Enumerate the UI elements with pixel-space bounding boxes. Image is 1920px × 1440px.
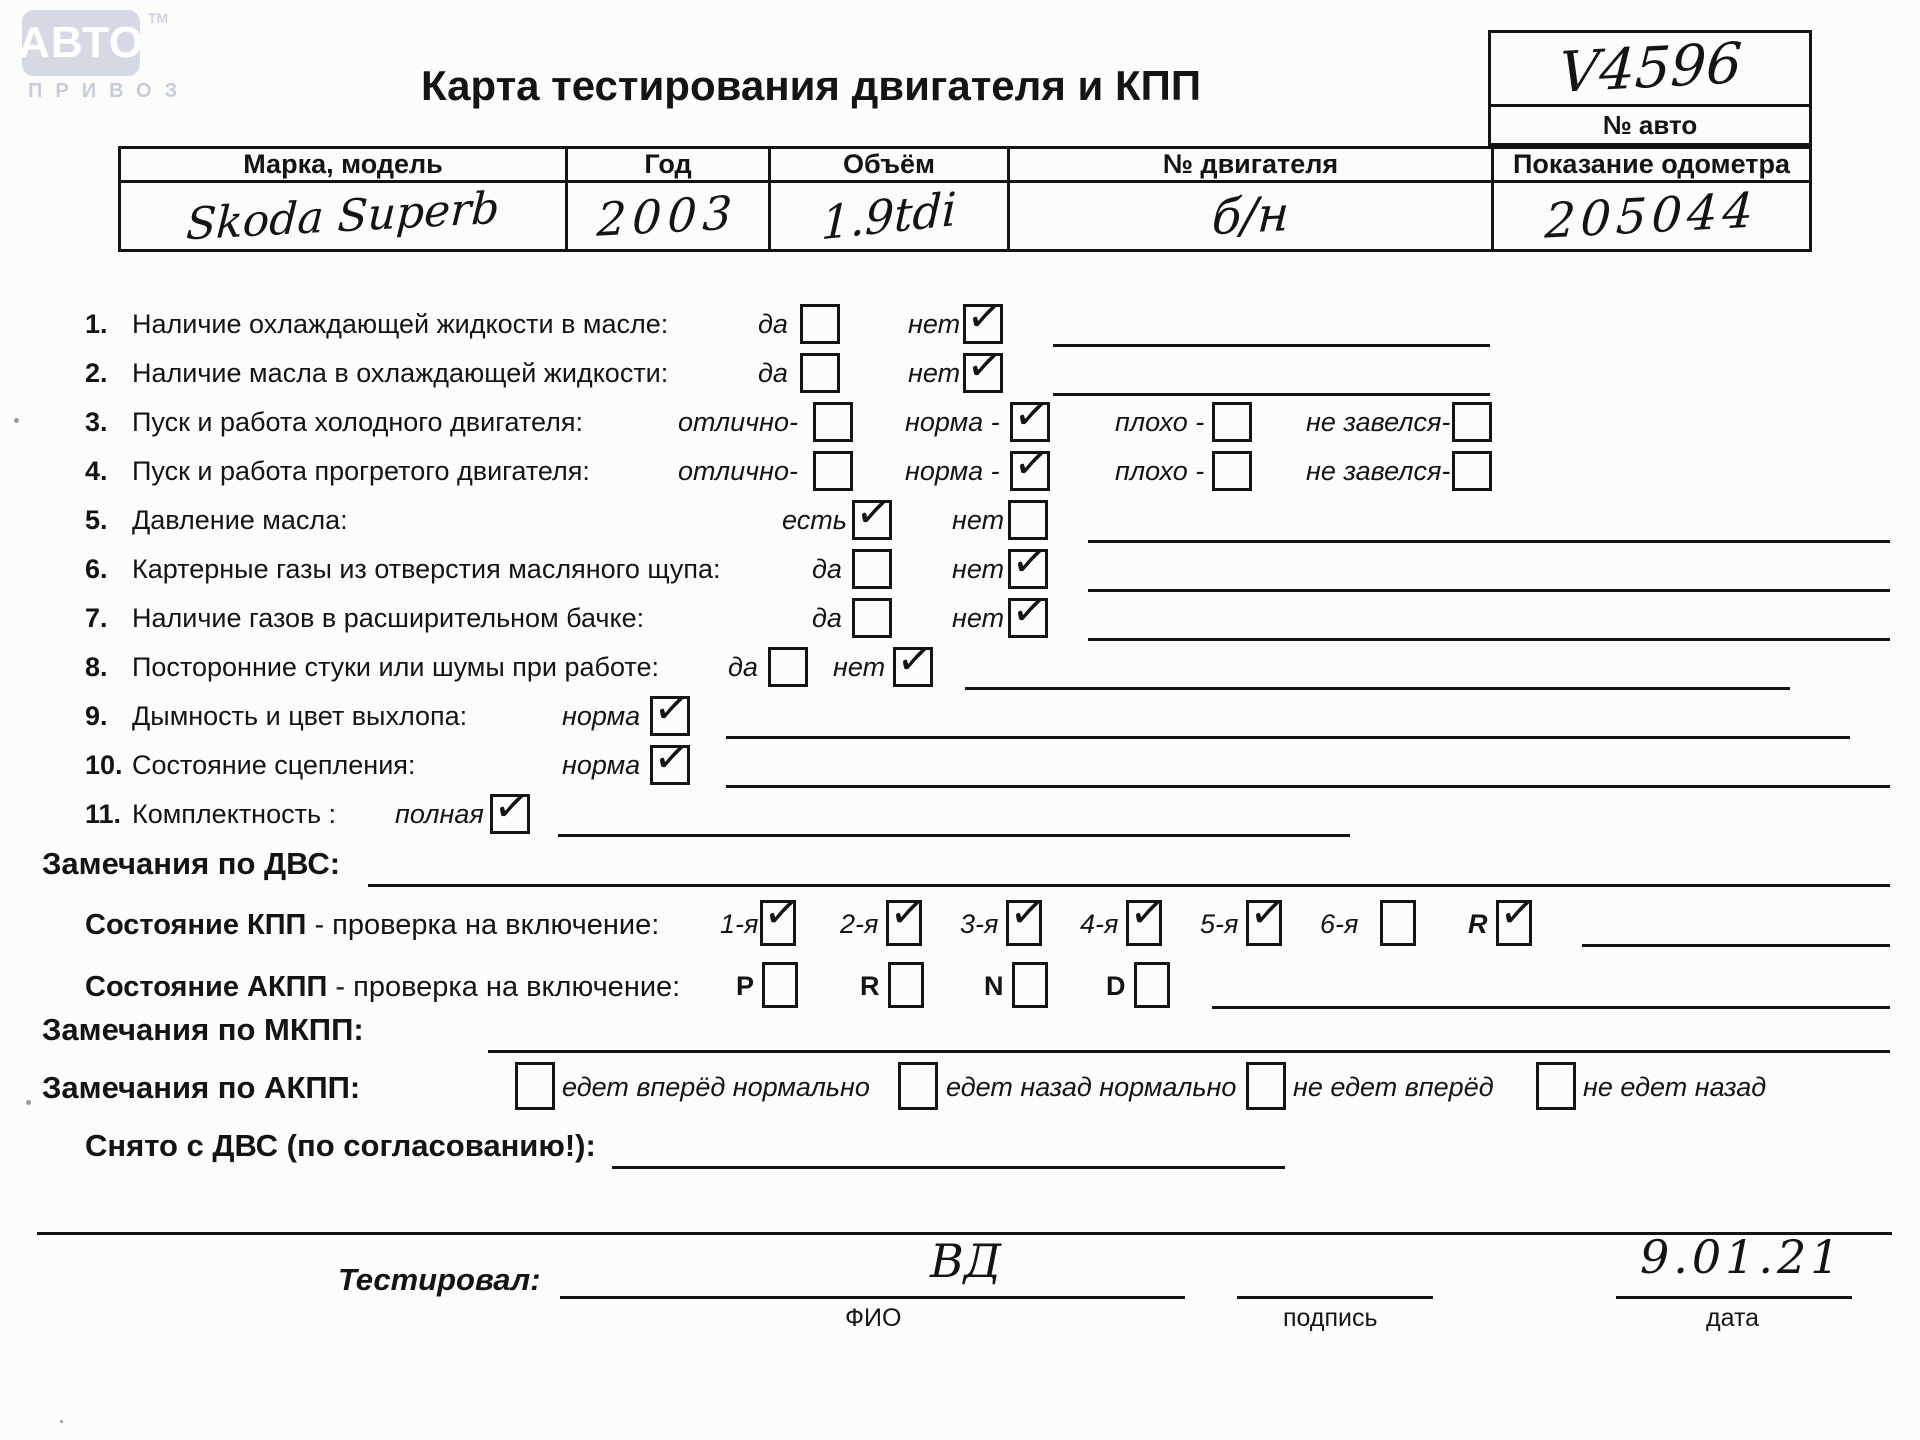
item-text: Состояние сцепления: <box>132 750 416 780</box>
make-value: Skoda Superb <box>185 182 501 250</box>
mode-checkbox-r[interactable] <box>888 962 924 1008</box>
checkbox-no-start[interactable] <box>1452 451 1492 491</box>
checklist-item-label <box>85 358 668 389</box>
akpp-label-rest: - проверка на включение: <box>327 971 681 1003</box>
option-label-yes: да <box>812 603 842 633</box>
option-label-yes: да <box>758 309 788 339</box>
checkbox-no[interactable] <box>963 339 1006 393</box>
checkmark: ✓ <box>853 486 895 540</box>
checkbox-yes[interactable] <box>800 353 840 393</box>
checkbox-norm[interactable] <box>650 731 693 785</box>
checklist-item <box>0 339 1920 399</box>
checklist-item <box>0 486 1920 546</box>
checkbox-bad[interactable] <box>1212 451 1252 491</box>
kpp-label <box>85 909 659 942</box>
fio-line <box>560 1296 1185 1299</box>
checklist-item-label <box>85 652 659 683</box>
checklist-item <box>0 437 1920 497</box>
akpp-option-checkbox-2[interactable] <box>898 1062 938 1110</box>
fill-in-line <box>1088 589 1890 592</box>
checkmark: ✓ <box>651 731 693 785</box>
item-text: Давление масла: <box>132 505 348 535</box>
checklist-item <box>0 584 1920 644</box>
item-number: 1. <box>85 309 108 339</box>
scan-speckle <box>60 1420 63 1423</box>
option-label-yes: да <box>812 554 842 584</box>
option-label-complete: полная <box>395 799 484 829</box>
item-number: 10. <box>85 750 123 780</box>
date-line <box>1616 1296 1852 1299</box>
cell-volume <box>768 183 1007 249</box>
item-text: Пуск и работа прогретого двигателя: <box>132 456 590 486</box>
fill-in-line <box>368 884 1890 887</box>
cell-engine-no <box>1007 183 1491 249</box>
gear-label-r: R <box>1468 909 1488 939</box>
gear-label-5: 5-я <box>1200 909 1239 939</box>
logo <box>18 10 191 103</box>
odometer-value: 205044 <box>1543 182 1760 250</box>
checkbox-excellent[interactable] <box>813 402 853 442</box>
mkpp-remarks-label: Замечания по МКПП: <box>42 1012 364 1047</box>
checkmark: ✓ <box>964 339 1006 393</box>
checkbox-bad[interactable] <box>1212 402 1252 442</box>
col-header-year: Год <box>565 149 768 183</box>
option-label-norm: норма - <box>905 456 1000 486</box>
checkmark: ✓ <box>887 886 929 940</box>
doc-number-box <box>1488 30 1812 146</box>
option-label-no: нет <box>833 652 886 682</box>
fill-in-line <box>612 1166 1285 1169</box>
checkmark: ✓ <box>761 886 803 940</box>
gear-label-3: 3-я <box>960 909 999 939</box>
volume-value: 1.9tdi <box>820 181 958 251</box>
checklist-item-label <box>85 603 644 634</box>
checkmark <box>804 294 837 298</box>
checkmark: ✓ <box>1009 535 1051 589</box>
option-label-no-start: не завелся- <box>1306 456 1451 486</box>
gear-checkbox-3[interactable] <box>1006 886 1049 946</box>
option-label-no: нет <box>908 358 961 388</box>
item-number: 2. <box>85 358 108 388</box>
checkmark: ✓ <box>1007 886 1049 940</box>
tested-by-label: Тестировал: <box>338 1262 541 1297</box>
signature-line <box>1237 1296 1433 1299</box>
akpp-option-label-4: не едет назад <box>1583 1072 1767 1102</box>
fill-in-line <box>1212 1006 1890 1009</box>
fill-in-line <box>1053 393 1490 396</box>
checklist-item-label <box>85 309 668 340</box>
gear-label-1: 1-я <box>720 909 759 939</box>
checklist-item-label <box>85 505 348 536</box>
item-text: Пуск и работа холодного двигателя: <box>132 407 583 437</box>
checkmark: ✓ <box>1127 886 1169 940</box>
gear-checkbox-1[interactable] <box>760 886 803 946</box>
kpp-check-row <box>0 886 1920 956</box>
year-value: 2003 <box>596 185 740 247</box>
fill-in-line <box>1088 638 1890 641</box>
option-label-bad: плохо - <box>1115 456 1205 486</box>
col-header-volume: Объём <box>768 149 1007 183</box>
col-header-odometer: Показание одометра <box>1491 149 1809 183</box>
akpp-option-label-2: едет назад нормально <box>946 1072 1237 1102</box>
checklist-item-label <box>85 750 415 781</box>
mode-label-p: P <box>736 971 755 1001</box>
checkmark: ✓ <box>491 780 533 834</box>
checkbox-norm[interactable] <box>1010 437 1053 491</box>
cell-odometer <box>1491 183 1809 249</box>
mode-checkbox-n[interactable] <box>1012 962 1048 1008</box>
logo-subbrand-text: ПРИВОЗ <box>28 80 191 102</box>
date-handwriting: 9.01.21 <box>1640 1230 1844 1284</box>
fio-label: ФИО <box>845 1304 902 1332</box>
checkbox-complete[interactable] <box>490 780 533 834</box>
doc-number-value: V4596 <box>1556 31 1744 106</box>
checklist-item-label <box>85 407 583 438</box>
tester-name-handwriting: ВД <box>930 1234 1002 1288</box>
option-label-norm: норма <box>562 701 641 731</box>
item-number: 5. <box>85 505 108 535</box>
akpp-option-label-3: не едет вперёд <box>1293 1072 1494 1102</box>
checkmark: ✓ <box>964 290 1006 344</box>
item-text: Дымность и цвет выхлопа: <box>132 701 468 731</box>
logo-brand-text: АВТО <box>18 18 144 67</box>
checklist-item <box>0 290 1920 350</box>
gear-checkbox-6[interactable] <box>1380 900 1416 946</box>
checkbox-yes[interactable] <box>852 598 892 638</box>
vehicle-table <box>118 146 1812 252</box>
option-label-norm: норма <box>562 750 641 780</box>
page-title: Карта тестирования двигателя и КПП <box>420 62 1202 109</box>
checkmark: ✓ <box>1011 388 1053 442</box>
col-header-make: Марка, модель <box>121 149 565 183</box>
checklist-item <box>0 780 1920 840</box>
fill-in-line <box>488 1050 1890 1053</box>
option-label-excellent: отлично- <box>678 456 798 486</box>
fill-in-line <box>558 834 1350 837</box>
checklist-item-label <box>85 799 336 830</box>
item-number: 11. <box>85 799 122 829</box>
akpp-option-checkbox-1[interactable] <box>515 1062 555 1110</box>
checkbox-yes[interactable] <box>768 647 808 687</box>
dvs-remarks-row <box>0 846 1920 902</box>
checkmark: ✓ <box>651 682 693 736</box>
kpp-label-rest: - проверка на включение: <box>306 909 660 941</box>
gear-label-6: 6-я <box>1320 909 1359 939</box>
option-label-present: есть <box>782 505 847 535</box>
checkbox-present[interactable] <box>852 486 895 540</box>
removed-label: Снято с ДВС (по согласованию!): <box>85 1128 596 1163</box>
scan-speckle <box>14 418 19 423</box>
option-label-no: нет <box>952 554 1005 584</box>
col-header-engine-no: № двигателя <box>1007 149 1491 183</box>
akpp-label-bold: Состояние АКПП <box>85 971 328 1003</box>
akpp-option-checkbox-4[interactable] <box>1536 1062 1576 1110</box>
checklist-item-label <box>85 456 590 487</box>
checkbox-norm[interactable] <box>650 682 693 736</box>
removed-from-engine-row <box>0 1128 1920 1184</box>
fill-in-line <box>726 736 1850 739</box>
option-label-no-start: не завелся- <box>1306 407 1451 437</box>
checklist-item <box>0 731 1920 791</box>
mode-label-r: R <box>860 971 880 1001</box>
item-text: Комплектность : <box>132 799 337 829</box>
item-text: Картерные газы из отверстия масляного щупа: <box>132 554 721 584</box>
logo-tm-mark: ТМ <box>148 10 169 26</box>
gear-checkbox-5[interactable] <box>1246 886 1289 946</box>
item-number: 6. <box>85 554 108 584</box>
checkmark: ✓ <box>1497 886 1539 940</box>
checkmark: ✓ <box>894 633 936 687</box>
checkbox-no[interactable] <box>1008 500 1048 540</box>
checkbox-yes[interactable] <box>852 549 892 589</box>
fill-in-line <box>1053 344 1490 347</box>
cell-make <box>121 183 565 249</box>
checklist-item-label <box>85 554 721 585</box>
option-label-no: нет <box>952 603 1005 633</box>
mode-label-d: D <box>1106 971 1126 1001</box>
doc-number-label: № авто <box>1602 109 1698 140</box>
scan-speckle <box>26 1100 31 1105</box>
option-label-bad: плохо - <box>1115 407 1205 437</box>
checklist-item <box>0 388 1920 448</box>
mode-checkbox-p[interactable] <box>762 962 798 1008</box>
akpp-option-label-1: едет вперёд нормально <box>562 1072 870 1102</box>
checkmark: ✓ <box>1009 584 1051 638</box>
fill-in-line <box>726 785 1890 788</box>
option-label-norm: норма - <box>905 407 1000 437</box>
option-label-yes: да <box>758 358 788 388</box>
option-label-no: нет <box>908 309 961 339</box>
dvs-remarks-label: Замечания по ДВС: <box>42 846 341 881</box>
checklist-item <box>0 682 1920 742</box>
gear-label-2: 2-я <box>840 909 879 939</box>
logo-box <box>18 10 144 76</box>
fill-in-line <box>1088 540 1890 543</box>
item-text: Наличие газов в расширительном бачке: <box>132 603 645 633</box>
date-label: дата <box>1706 1304 1760 1332</box>
gear-label-4: 4-я <box>1080 909 1119 939</box>
option-label-excellent: отлично- <box>678 407 798 437</box>
checkbox-no[interactable] <box>1008 535 1051 589</box>
checkmark: ✓ <box>1247 886 1289 940</box>
checkbox-no-start[interactable] <box>1452 402 1492 442</box>
item-text: Наличие охлаждающей жидкости в масле: <box>132 309 669 339</box>
gear-checkbox-r[interactable] <box>1496 886 1539 946</box>
item-number: 9. <box>85 701 108 731</box>
item-number: 3. <box>85 407 108 437</box>
checkbox-yes[interactable] <box>800 304 840 344</box>
akpp-option-checkbox-3[interactable] <box>1246 1062 1286 1110</box>
checkbox-no[interactable] <box>893 633 936 687</box>
akpp-label <box>85 971 680 1004</box>
item-number: 8. <box>85 652 108 682</box>
fill-in-line <box>1582 944 1890 947</box>
item-text: Посторонние стуки или шумы при работе: <box>132 652 659 682</box>
item-text: Наличие масла в охлаждающей жидкости: <box>132 358 669 388</box>
checkbox-no[interactable] <box>963 290 1006 344</box>
option-label-yes: да <box>728 652 758 682</box>
mode-label-n: N <box>984 971 1004 1001</box>
checkbox-no[interactable] <box>1008 584 1051 638</box>
option-label-no: нет <box>952 505 1005 535</box>
akpp-check-row <box>0 962 1920 1018</box>
akpp-remarks-label: Замечания по АКПП: <box>42 1070 361 1105</box>
signature-label: подпись <box>1283 1304 1378 1332</box>
gear-checkbox-2[interactable] <box>886 886 929 946</box>
mode-checkbox-d[interactable] <box>1134 962 1170 1008</box>
checklist-item <box>0 535 1920 595</box>
engine-no-value: б/н <box>1210 185 1291 247</box>
fill-in-line <box>965 687 1790 690</box>
checklist-item <box>0 633 1920 693</box>
checklist-item-label <box>85 701 467 732</box>
gear-checkbox-4[interactable] <box>1126 886 1169 946</box>
checkbox-excellent[interactable] <box>813 451 853 491</box>
checkmark: ✓ <box>1011 437 1053 491</box>
kpp-label-bold: Состояние КПП <box>85 909 307 941</box>
item-number: 7. <box>85 603 108 633</box>
checkbox-norm[interactable] <box>1010 388 1053 442</box>
cell-year <box>565 183 768 249</box>
item-number: 4. <box>85 456 108 486</box>
akpp-remarks-row <box>0 1060 1920 1116</box>
